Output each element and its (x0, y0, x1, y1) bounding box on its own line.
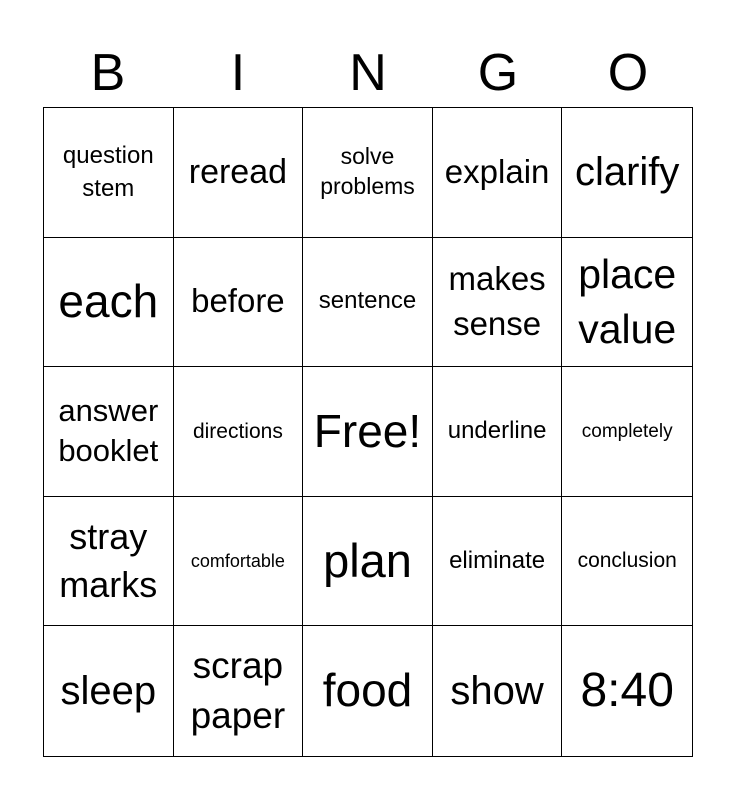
bingo-cell[interactable] (303, 108, 433, 238)
bingo-board (43, 107, 693, 757)
bingo-cell[interactable] (174, 367, 304, 497)
bingo-cell[interactable] (44, 626, 174, 756)
cell-label: completely (581, 420, 673, 442)
cell-label: before (191, 282, 285, 320)
bingo-cell[interactable] (303, 238, 433, 368)
cell-label: show (450, 669, 544, 714)
bingo-cell[interactable] (433, 367, 563, 497)
cell-label: explain (444, 152, 550, 190)
cell-label: clarify (574, 150, 680, 195)
bingo-cell[interactable] (44, 367, 174, 497)
header-letter-o: O (607, 44, 649, 102)
cell-label: food (322, 664, 413, 717)
cell-label: question stem (62, 141, 154, 203)
cell-label: comfortable (190, 551, 285, 572)
cell-label: conclusion (577, 549, 677, 573)
cell-label: underline (447, 417, 547, 445)
header-letter-g: G (477, 44, 519, 102)
bingo-cell[interactable] (303, 626, 433, 756)
bingo-cell[interactable] (562, 108, 692, 238)
bingo-cell[interactable] (44, 238, 174, 368)
header-letter-b: B (90, 44, 126, 102)
cell-label: plan (323, 533, 412, 587)
cell-label: Free! (313, 404, 422, 457)
bingo-cell[interactable] (433, 626, 563, 756)
cell-label: eliminate (449, 546, 546, 574)
bingo-cell[interactable] (433, 497, 563, 627)
bingo-cell[interactable] (174, 497, 304, 627)
cell-label: 8:40 (580, 664, 674, 718)
bingo-cell[interactable] (44, 108, 174, 238)
bingo-cell[interactable] (433, 108, 563, 238)
bingo-cell[interactable] (562, 238, 692, 368)
bingo-cell[interactable] (562, 367, 692, 497)
cell-label: makes sense (448, 260, 546, 342)
cell-label: sleep (60, 669, 157, 714)
cell-label: stray marks (59, 515, 158, 606)
bingo-cell[interactable] (44, 497, 174, 627)
cell-label: sentence (318, 287, 417, 315)
cell-label: solve problems (320, 143, 415, 200)
bingo-header (43, 40, 693, 106)
header-letter-i: I (230, 44, 246, 102)
cell-label: each (58, 275, 159, 328)
cell-label: reread (188, 153, 288, 192)
bingo-cell[interactable] (174, 108, 304, 238)
bingo-cell[interactable] (174, 626, 304, 756)
cell-label: answer booklet (58, 393, 159, 469)
bingo-cell[interactable] (562, 626, 692, 756)
bingo-cell[interactable] (174, 238, 304, 368)
bingo-cell[interactable] (433, 238, 563, 368)
bingo-cell[interactable] (303, 497, 433, 627)
cell-label: directions (192, 419, 283, 443)
cell-label: scrap paper (190, 645, 286, 737)
bingo-cell[interactable] (562, 497, 692, 627)
header-letter-n: N (349, 44, 387, 102)
bingo-cell[interactable] (303, 367, 433, 497)
cell-label: place value (578, 250, 677, 352)
